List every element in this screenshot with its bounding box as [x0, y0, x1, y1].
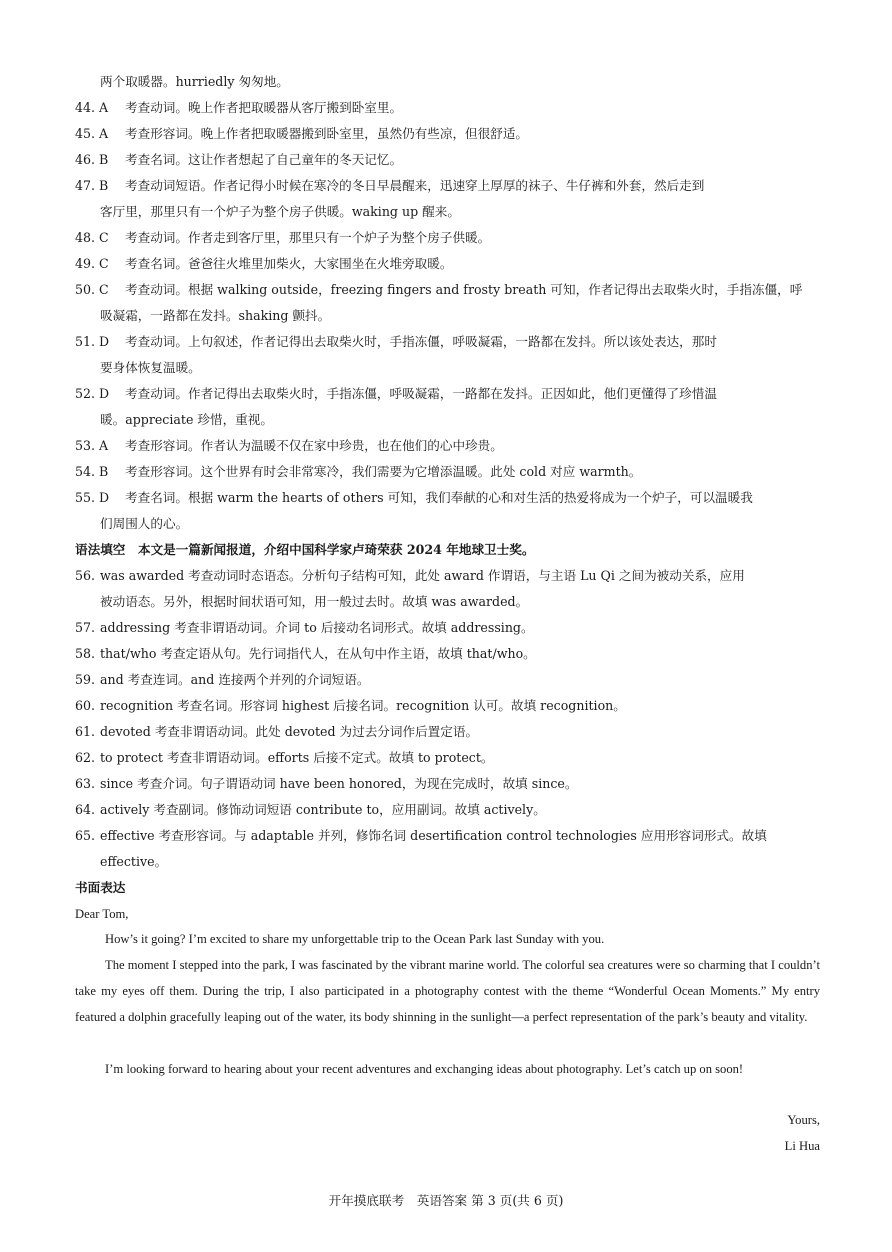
answer-number: 52. D	[75, 386, 110, 401]
cloze-continuation: 两个取暖器。hurriedly 匆匆地。	[100, 74, 289, 89]
answer-item	[75, 776, 820, 792]
answer-explanation: 考查动词短语。作者记得小时候在寒冷的冬日早晨醒来，迅速穿上厚厚的袜子、牛仔裤和外套，然后走到	[125, 178, 705, 193]
answer-item	[75, 568, 820, 584]
answer-number: 61.	[75, 724, 96, 739]
page-footer: 开年摸底联考 英语答案 第 3 页(共 6 页)	[328, 1193, 564, 1208]
answer-explanation-cont: 吸凝霜，一路都在发抖。shaking 颤抖。	[100, 308, 331, 323]
answer-number: 63.	[75, 776, 96, 791]
answer-item	[75, 646, 820, 662]
answer-number: 57.	[75, 620, 96, 635]
answer-item	[75, 386, 820, 402]
answer-item	[75, 672, 820, 688]
answer-item	[75, 282, 820, 298]
answer-explanation: 考查形容词。作者认为温暖不仅在家中珍贵，也在他们的心中珍贵。	[125, 438, 503, 453]
answer-explanation: 考查形容词。晚上作者把取暖器搬到卧室里，虽然仍有些凉，但很舒适。	[125, 126, 528, 141]
answer-item	[75, 230, 820, 246]
answer-number: 58.	[75, 646, 96, 661]
answer-explanation-cont: 要身体恢复温暖。	[100, 360, 201, 375]
letter-greeting: Dear Tom,	[75, 907, 129, 921]
answer-item	[75, 750, 820, 766]
answer-item	[75, 464, 820, 480]
answer-item	[75, 256, 820, 272]
answer-item	[75, 100, 820, 116]
answer-item	[75, 802, 820, 818]
answer-item	[75, 334, 820, 350]
answer-explanation: recognition 考查名词。形容词 highest 后接名词。recognition 认可。故填 recognition。	[100, 698, 626, 713]
answer-explanation-cont: 客厅里，那里只有一个炉子为整个房子供暖。waking up 醒来。	[100, 204, 460, 219]
answer-item	[75, 438, 820, 454]
letter-paragraph: How’s it going? I’m excited to share my unforgettable trip to the Ocean Park last Sunday with you.	[105, 932, 605, 946]
answer-number: 44. A	[75, 100, 109, 115]
answer-explanation: to protect 考查非谓语动词。efforts 后接不定式。故填 to protect。	[100, 750, 494, 765]
answer-explanation: 考查动词。晚上作者把取暖器从客厅搬到卧室里。	[125, 100, 403, 115]
answer-explanation: 考查动词。上句叙述，作者记得出去取柴火时，手指冻僵，呼吸凝霜，一路都在发抖。所以该处表达，那时	[125, 334, 717, 349]
answer-explanation: was awarded 考查动词时态语态。分析句子结构可知，此处 award 作谓语，与主语 Lu Qi 之间为被动关系，应用	[100, 568, 745, 583]
answer-number: 55. D	[75, 490, 110, 505]
answer-number: 64.	[75, 802, 96, 817]
answer-explanation: 考查动词。作者走到客厅里，那里只有一个炉子为整个房子供暖。	[125, 230, 491, 245]
letter-signature: Li Hua	[784, 1139, 820, 1153]
answer-item	[75, 126, 820, 142]
answer-number: 48. C	[75, 230, 109, 245]
answer-explanation: 考查动词。作者记得出去取柴火时，手指冻僵，呼吸凝霜，一路都在发抖。正因如此，他们更懂得了珍惜温	[125, 386, 717, 401]
answer-number: 50. C	[75, 282, 109, 297]
answer-explanation: 考查名词。根据 warm the hearts of others 可知，我们奉献的心和对生活的热爱将成为一个炉子，可以温暖我	[125, 490, 753, 505]
answer-explanation: devoted 考查非谓语动词。此处 devoted 为过去分词作后置定语。	[100, 724, 479, 739]
answer-explanation: actively 考查副词。修饰动词短语 contribute to，应用副词。故填 actively。	[100, 802, 546, 817]
answer-explanation: 考查形容词。这个世界有时会非常寒冷，我们需要为它增添温暖。此处 cold 对应 warmth。	[125, 464, 642, 479]
answer-item	[75, 698, 820, 714]
answer-item	[75, 178, 820, 194]
answer-number: 56.	[75, 568, 96, 583]
answer-number: 65.	[75, 828, 96, 843]
answer-item	[75, 828, 820, 844]
letter-paragraph: The moment I stepped into the park, I was fascinated by the vibrant marine world. The colorful sea creatures were so charming that I couldn’t take my eyes off them. During the trip, I also participated in a photography contest with the theme “Wonderful Ocean Moments.” My entry featured a dolphin gracefully leaping out of the water, its body shinning in the sunlight—a perfect representation of the park’s beauty and vitality.	[75, 958, 820, 1024]
answer-explanation: 考查动词。根据 walking outside，freezing fingers and frosty breath 可知，作者记得出去取柴火时，手指冻僵，呼	[125, 282, 803, 297]
answer-explanation: 考查名词。这让作者想起了自己童年的冬天记忆。	[125, 152, 403, 167]
letter-closing: Yours,	[787, 1113, 820, 1127]
answer-explanation-cont: effective。	[100, 854, 168, 869]
grammar-section-heading: 语法填空 本文是一篇新闻报道，介绍中国科学家卢琦荣获 2024 年地球卫士奖。	[75, 542, 535, 557]
answer-item	[75, 490, 820, 506]
answer-number: 53. A	[75, 438, 109, 453]
answer-explanation: 考查名词。爸爸往火堆里加柴火，大家围坐在火堆旁取暖。	[125, 256, 453, 271]
answer-explanation: that/who 考查定语从句。先行词指代人，在从句中作主语，故填 that/who。	[100, 646, 536, 661]
answer-explanation-cont: 被动语态。另外，根据时间状语可知，用一般过去时。故填 was awarded。	[100, 594, 529, 609]
letter-paragraph: I’m looking forward to hearing about your recent adventures and exchanging ideas about photography. Let’s catch up on soon!	[105, 1062, 744, 1076]
answer-number: 51. D	[75, 334, 110, 349]
answer-number: 60.	[75, 698, 96, 713]
answer-number: 49. C	[75, 256, 109, 271]
answer-number: 46. B	[75, 152, 109, 167]
answer-item	[75, 724, 820, 740]
writing-section-heading: 书面表达	[75, 880, 126, 895]
answer-explanation: and 考查连词。and 连接两个并列的介词短语。	[100, 672, 370, 687]
answer-number: 54. B	[75, 464, 109, 479]
answer-explanation-cont: 们周围人的心。	[100, 516, 189, 531]
answer-item	[75, 620, 820, 636]
answer-number: 47. B	[75, 178, 109, 193]
answer-explanation: effective 考查形容词。与 adaptable 并列，修饰名词 desertification control technologies 应用形容词形式。故填	[100, 828, 767, 843]
answer-explanation: since 考查介词。句子谓语动词 have been honored，为现在完成时，故填 since。	[100, 776, 578, 791]
answer-explanation-cont: 暖。appreciate 珍惜，重视。	[100, 412, 273, 427]
answer-item	[75, 152, 820, 168]
answer-explanation: addressing 考查非谓语动词。介词 to 后接动名词形式。故填 addressing。	[100, 620, 534, 635]
answer-number: 59.	[75, 672, 96, 687]
answer-number: 45. A	[75, 126, 109, 141]
answer-number: 62.	[75, 750, 96, 765]
